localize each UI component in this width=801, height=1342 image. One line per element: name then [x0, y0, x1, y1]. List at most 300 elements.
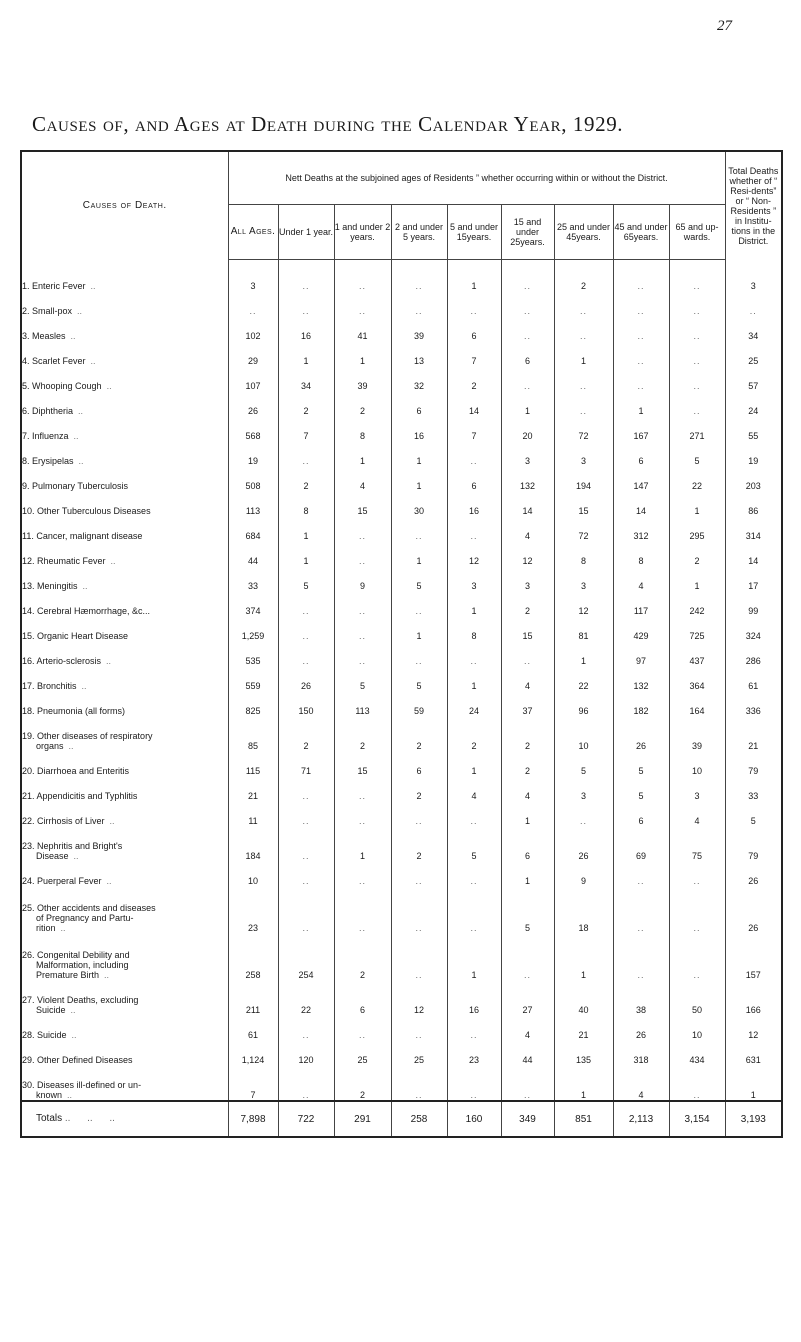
death-count: .. — [249, 306, 257, 316]
table-row — [21, 491, 782, 516]
death-count-cell — [391, 980, 447, 1015]
death-count-cell — [228, 541, 278, 566]
death-count: 21 — [247, 791, 258, 801]
death-count-cell — [554, 516, 613, 541]
death-count-cell — [725, 691, 782, 716]
death-count: 79 — [748, 766, 759, 776]
death-count: 4 — [638, 1090, 644, 1100]
cause-line: 11. Cancer, malignant disease — [22, 531, 143, 541]
death-count-cell — [501, 716, 554, 751]
cause-of-death — [21, 801, 228, 826]
death-count-cell — [725, 491, 782, 516]
death-count-cell — [554, 980, 613, 1015]
death-count-cell — [669, 366, 725, 391]
death-count: 1 — [416, 481, 422, 491]
death-count: 61 — [748, 681, 759, 691]
death-count-cell — [334, 391, 391, 416]
death-count: 6 — [416, 406, 422, 416]
death-count: 254 — [298, 970, 314, 980]
death-count-cell — [447, 801, 501, 826]
death-count-cell — [278, 566, 334, 591]
death-count: 1 — [416, 556, 422, 566]
death-count-cell — [669, 316, 725, 341]
cause-line: 5. Whooping Cough .. — [22, 381, 112, 391]
death-count: 14 — [522, 506, 533, 516]
death-count: 7 — [471, 356, 477, 366]
causes-header: Causes of Death. — [21, 151, 228, 260]
cause-of-death — [21, 641, 228, 666]
death-count-cell — [613, 291, 669, 316]
death-count-cell — [725, 1065, 782, 1101]
table-row — [21, 591, 782, 616]
total-deaths-header: Total Deaths whether of “ Resi-dents” or “ Non-Residents ” in Institu-tions in the District. — [725, 151, 782, 260]
death-count: 96 — [578, 706, 589, 716]
death-count-cell — [278, 776, 334, 801]
death-count: 6 — [638, 456, 644, 466]
death-count: 3 — [580, 581, 586, 591]
death-count: 150 — [298, 706, 314, 716]
death-count-cell — [501, 260, 554, 292]
death-count-cell — [278, 441, 334, 466]
death-count-cell — [554, 861, 613, 886]
death-count: 6 — [524, 356, 530, 366]
death-count-cell — [669, 516, 725, 541]
death-count-cell — [334, 641, 391, 666]
death-count: 33 — [247, 581, 258, 591]
cause-line: 12. Rheumatic Fever .. — [22, 556, 116, 566]
death-count: 4 — [471, 791, 477, 801]
death-count-cell — [669, 801, 725, 826]
death-count: .. — [470, 656, 478, 666]
table-row — [21, 826, 782, 861]
death-count: 86 — [748, 506, 759, 516]
death-count: .. — [358, 531, 366, 541]
cause-of-death — [21, 666, 228, 691]
page-title: Causes of, and Ages at Death during the Calendar Year, 1929. — [32, 112, 624, 136]
death-count-cell — [278, 316, 334, 341]
death-count: 29 — [247, 356, 258, 366]
death-count: .. — [302, 1090, 310, 1100]
table-row — [21, 441, 782, 466]
table-row — [21, 260, 782, 292]
cause-line: 25. Other accidents and diseases — [22, 903, 156, 913]
death-count: .. — [523, 281, 531, 291]
death-count: .. — [579, 381, 587, 391]
death-count-cell — [228, 341, 278, 366]
death-count: 5 — [524, 923, 530, 933]
death-count-cell — [334, 886, 391, 933]
death-count-cell — [228, 416, 278, 441]
death-count: 22 — [300, 1005, 311, 1015]
death-count: .. — [470, 1090, 478, 1100]
death-count: 99 — [748, 606, 759, 616]
death-count: .. — [579, 306, 587, 316]
death-count: .. — [637, 356, 645, 366]
death-count-cell — [228, 641, 278, 666]
cause-line: of Pregnancy and Partu- — [36, 913, 134, 923]
totals-label: Totals .. .. .. — [21, 1101, 228, 1137]
death-count: .. — [302, 816, 310, 826]
death-count-cell — [391, 1040, 447, 1065]
death-count-cell — [669, 291, 725, 316]
death-count-cell — [334, 666, 391, 691]
death-count: 6 — [359, 1005, 365, 1015]
death-count: 1 — [303, 356, 309, 366]
death-count: 16 — [468, 1005, 479, 1015]
death-count-cell — [669, 391, 725, 416]
cause-line: 14. Cerebral Hæmorrhage, &c... — [22, 606, 151, 616]
death-count-cell — [613, 861, 669, 886]
table-row — [21, 541, 782, 566]
death-count: .. — [302, 306, 310, 316]
death-count: 24 — [748, 406, 759, 416]
death-count: .. — [358, 876, 366, 886]
death-count: 72 — [578, 431, 589, 441]
cause-line: 6. Diphtheria .. — [22, 406, 84, 416]
death-count: 725 — [689, 631, 705, 641]
table-row — [21, 516, 782, 541]
death-count: 6 — [471, 331, 477, 341]
death-count: .. — [693, 923, 701, 933]
death-count: 113 — [355, 706, 370, 716]
death-count-cell — [334, 1015, 391, 1040]
death-count-cell — [228, 776, 278, 801]
death-count-cell — [334, 716, 391, 751]
death-count-cell — [447, 491, 501, 516]
death-count-cell — [725, 316, 782, 341]
death-count-cell — [447, 516, 501, 541]
death-count-cell — [391, 541, 447, 566]
death-count-cell — [554, 466, 613, 491]
death-count-cell — [334, 491, 391, 516]
cause-of-death — [21, 886, 228, 933]
death-count: 50 — [692, 1005, 703, 1015]
death-count: 71 — [300, 766, 311, 776]
death-count-cell — [613, 716, 669, 751]
death-count: 4 — [694, 816, 700, 826]
death-count: 1 — [359, 851, 365, 861]
death-count-cell — [669, 776, 725, 801]
death-count-cell — [391, 616, 447, 641]
death-count: 1 — [580, 656, 586, 666]
death-count: 2 — [303, 481, 309, 491]
death-count: 2 — [694, 556, 700, 566]
death-count: 2 — [471, 741, 477, 751]
death-count: .. — [470, 531, 478, 541]
death-count-cell — [334, 980, 391, 1015]
cause-line: 28. Suicide .. — [22, 1030, 77, 1040]
death-count-cell — [391, 516, 447, 541]
death-count: 4 — [524, 1030, 530, 1040]
death-count: .. — [523, 656, 531, 666]
death-count: 166 — [745, 1005, 761, 1015]
death-count-cell — [228, 886, 278, 933]
death-count: 508 — [245, 481, 261, 491]
death-count-cell — [725, 666, 782, 691]
death-count-cell — [669, 1015, 725, 1040]
death-count: 3 — [250, 281, 256, 291]
cause-line: 22. Cirrhosis of Liver .. — [22, 816, 115, 826]
cause-of-death — [21, 1015, 228, 1040]
death-count-cell — [554, 666, 613, 691]
death-count-cell — [554, 886, 613, 933]
totals-row — [21, 1101, 782, 1137]
table-row — [21, 616, 782, 641]
death-count: 1 — [524, 876, 530, 886]
death-count-cell — [613, 616, 669, 641]
table-row — [21, 716, 782, 751]
death-count-cell — [334, 416, 391, 441]
death-count: 314 — [745, 531, 761, 541]
totals-label-text: Totals — [36, 1113, 63, 1124]
death-count-cell — [447, 591, 501, 616]
death-count: 336 — [745, 706, 761, 716]
death-count-cell — [613, 541, 669, 566]
death-count: 4 — [524, 531, 530, 541]
death-count-cell — [334, 751, 391, 776]
death-count: .. — [693, 876, 701, 886]
cause-line: organs .. — [36, 741, 74, 751]
death-count: .. — [302, 923, 310, 933]
death-count-cell — [391, 566, 447, 591]
death-count-cell — [391, 826, 447, 861]
death-count-cell — [228, 591, 278, 616]
death-count: .. — [693, 281, 701, 291]
death-count-cell — [278, 801, 334, 826]
table-row — [21, 801, 782, 826]
death-count: .. — [415, 1030, 423, 1040]
death-count: 4 — [359, 481, 365, 491]
cause-of-death — [21, 1065, 228, 1101]
death-count-cell — [725, 933, 782, 980]
death-count: 57 — [748, 381, 759, 391]
death-count: 19 — [748, 456, 759, 466]
cause-line: 8. Erysipelas .. — [22, 456, 84, 466]
death-count: 8 — [303, 506, 309, 516]
death-count: 24 — [468, 706, 479, 716]
table-row — [21, 366, 782, 391]
cause-line: 2. Small-pox .. — [22, 306, 83, 316]
cause-line: 27. Violent Deaths, excluding — [22, 995, 139, 1005]
death-count-cell — [278, 341, 334, 366]
death-count-cell — [725, 751, 782, 776]
death-count-cell — [669, 541, 725, 566]
death-count: 14 — [748, 556, 759, 566]
death-count: 32 — [413, 381, 424, 391]
death-count-cell — [447, 980, 501, 1015]
death-count-cell — [391, 291, 447, 316]
table-row — [21, 1065, 782, 1101]
death-count-cell — [501, 861, 554, 886]
death-count-cell — [669, 691, 725, 716]
age-column-header: 25 and under 45years. — [554, 205, 613, 260]
death-count-cell — [554, 416, 613, 441]
death-count-cell — [228, 751, 278, 776]
death-count-cell — [391, 416, 447, 441]
death-count-cell — [725, 641, 782, 666]
death-count: 12 — [522, 556, 533, 566]
death-count: 2 — [359, 406, 365, 416]
death-count-cell — [334, 776, 391, 801]
age-column-header: 1 and under 2 years. — [334, 205, 391, 260]
death-count: 75 — [692, 851, 703, 861]
death-count: .. — [637, 970, 645, 980]
death-count: 8 — [638, 556, 644, 566]
death-count: 16 — [468, 506, 479, 516]
death-count: 23 — [247, 923, 258, 933]
death-count: 10 — [692, 1030, 703, 1040]
death-count: 2 — [303, 406, 309, 416]
death-count-cell — [228, 801, 278, 826]
death-count: 1 — [750, 1090, 756, 1100]
age-column-header: Under 1 year. — [278, 205, 334, 260]
death-count-cell — [669, 666, 725, 691]
death-count-cell — [669, 441, 725, 466]
age-column-header: All Ages. — [228, 205, 278, 260]
death-count: 1 — [694, 581, 700, 591]
death-count-cell — [669, 416, 725, 441]
death-count-cell — [725, 616, 782, 641]
death-count-cell — [725, 566, 782, 591]
death-count-cell — [391, 641, 447, 666]
cause-of-death — [21, 260, 228, 292]
total-count: 2,113 — [613, 1101, 669, 1137]
death-count: 5 — [416, 681, 422, 691]
death-count-cell — [391, 391, 447, 416]
death-count-cell — [669, 980, 725, 1015]
death-count-cell — [554, 1065, 613, 1101]
death-count-cell — [228, 491, 278, 516]
death-count-cell — [613, 491, 669, 516]
death-count-cell — [613, 666, 669, 691]
death-count: .. — [358, 556, 366, 566]
death-count: 3 — [694, 791, 700, 801]
death-count-cell — [334, 1065, 391, 1101]
death-count: 41 — [357, 331, 368, 341]
death-count: .. — [637, 876, 645, 886]
death-count-cell — [501, 466, 554, 491]
death-count-cell — [554, 391, 613, 416]
death-count-cell — [391, 491, 447, 516]
death-count-cell — [554, 291, 613, 316]
table-row — [21, 391, 782, 416]
death-count: 157 — [745, 970, 761, 980]
death-count-cell — [447, 1065, 501, 1101]
death-count: 5 — [359, 681, 365, 691]
death-count-cell — [554, 776, 613, 801]
death-count: .. — [302, 281, 310, 291]
death-count: .. — [693, 306, 701, 316]
death-count-cell — [391, 776, 447, 801]
death-count: 61 — [247, 1030, 258, 1040]
cause-line: 13. Meningitis .. — [22, 581, 88, 591]
age-column-header: 2 and under 5 years. — [391, 205, 447, 260]
cause-of-death — [21, 541, 228, 566]
cause-line: 18. Pneumonia (all forms) — [22, 706, 126, 716]
death-count: 1 — [303, 556, 309, 566]
death-count-cell — [501, 826, 554, 861]
death-count: .. — [302, 631, 310, 641]
death-count: 26 — [247, 406, 258, 416]
death-count: .. — [302, 656, 310, 666]
death-count-cell — [501, 886, 554, 933]
death-count-cell — [228, 933, 278, 980]
death-count: 44 — [247, 556, 258, 566]
death-count: 1,259 — [241, 631, 265, 641]
death-count-cell — [613, 641, 669, 666]
death-count-cell — [501, 980, 554, 1015]
death-count: 97 — [635, 656, 646, 666]
death-count-cell — [447, 1040, 501, 1065]
cause-of-death — [21, 291, 228, 316]
death-count: 312 — [633, 531, 649, 541]
death-count: 2 — [416, 741, 422, 751]
death-count-cell — [501, 541, 554, 566]
death-count-cell — [278, 491, 334, 516]
death-count-cell — [391, 341, 447, 366]
death-count: .. — [358, 1030, 366, 1040]
death-count: 6 — [638, 816, 644, 826]
death-count-cell — [554, 716, 613, 751]
death-count: 295 — [689, 531, 705, 541]
cause-line: 10. Other Tuberculous Diseases — [22, 506, 151, 516]
death-count-cell — [669, 1040, 725, 1065]
death-count-cell — [278, 933, 334, 980]
death-count: 20 — [522, 431, 533, 441]
death-count: .. — [302, 851, 310, 861]
death-count: .. — [693, 331, 701, 341]
death-count-cell — [725, 1040, 782, 1065]
death-count: 22 — [578, 681, 589, 691]
death-count-cell — [278, 980, 334, 1015]
death-count: 16 — [413, 431, 424, 441]
death-count: 1 — [471, 606, 477, 616]
death-count: .. — [358, 606, 366, 616]
cause-of-death — [21, 776, 228, 801]
death-count-cell — [669, 466, 725, 491]
death-count: .. — [358, 791, 366, 801]
death-count: 26 — [635, 741, 646, 751]
death-count-cell — [391, 591, 447, 616]
death-count: 10 — [247, 876, 258, 886]
death-count: 8 — [359, 431, 365, 441]
death-count-cell — [554, 826, 613, 861]
death-count: 2 — [303, 741, 309, 751]
death-count: .. — [415, 306, 423, 316]
cause-of-death — [21, 416, 228, 441]
death-count-cell — [447, 933, 501, 980]
death-count: .. — [637, 281, 645, 291]
death-count-cell — [447, 466, 501, 491]
death-count: 25 — [748, 356, 759, 366]
death-count: 3 — [580, 456, 586, 466]
death-count: 39 — [413, 331, 424, 341]
death-count: 318 — [633, 1055, 649, 1065]
death-count-cell — [501, 933, 554, 980]
death-count: 15 — [578, 506, 589, 516]
death-count: 132 — [633, 681, 649, 691]
death-count-cell — [613, 1015, 669, 1040]
death-count: 81 — [578, 631, 589, 641]
death-count: 14 — [635, 506, 646, 516]
death-count-cell — [278, 1015, 334, 1040]
death-count-cell — [228, 666, 278, 691]
cause-line: 23. Nephritis and Bright's — [22, 841, 123, 851]
death-count-cell — [334, 366, 391, 391]
death-count-cell — [228, 1065, 278, 1101]
death-count: 167 — [633, 431, 649, 441]
death-count: 5 — [750, 816, 756, 826]
